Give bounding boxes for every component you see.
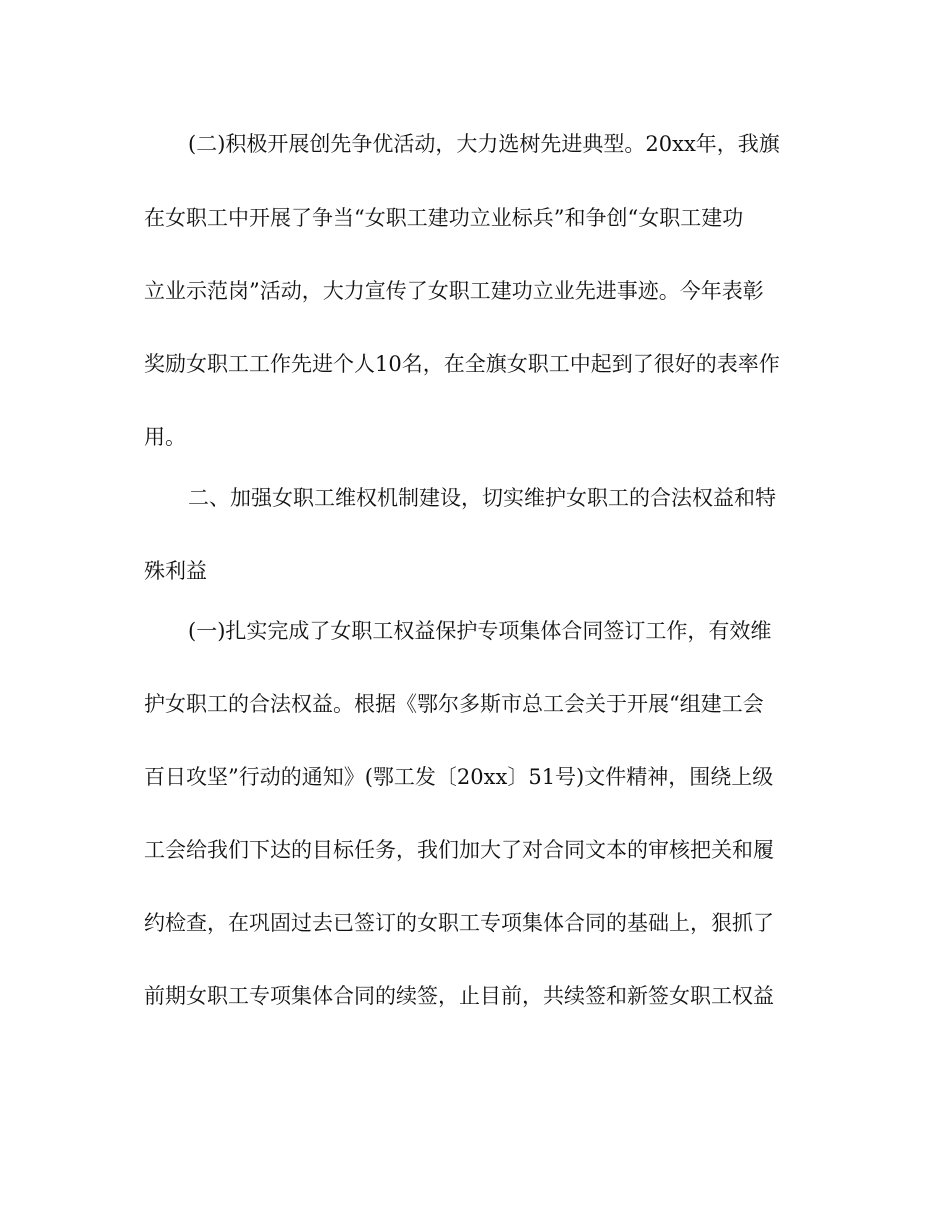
heading-line: 殊利益 [144,559,207,583]
text-line: 百日攻坚”行动的通知》(鄂工发〔20xx〕51号)文件精神，围绕上级 [144,765,774,789]
text-line: 奖励女职工工作先进个人10名，在全旗女职工中起到了很好的表率作 [144,352,780,376]
text-line: 护女职工的合法权益。根据《鄂尔多斯市总工会关于开展“组建工会 [144,692,764,716]
text-line: 前期女职工专项集体合同的续签，止目前，共续签和新签女职工权益 [144,984,774,1008]
text-line: (一)扎实完成了女职工权益保护专项集体合同签订工作，有效维 [188,619,772,643]
text-line: 用。 [144,425,186,449]
text-line: 在女职工中开展了争当“女职工建功立业标兵”和争创“女职工建功 [144,206,744,230]
text-line: 约检查，在巩固过去已签订的女职工专项集体合同的基础上，狠抓了 [144,911,774,935]
text-line: 工会给我们下达的目标任务，我们加大了对合同文本的审核把关和履 [144,838,774,862]
text-line: (二)积极开展创先争优活动，大力选树先进典型。20xx年，我旗 [188,132,780,156]
text-line: 立业示范岗”活动，大力宣传了女职工建功立业先进事迹。今年表彰 [144,279,764,303]
heading-line: 二、加强女职工维权机制建设，切实维护女职工的合法权益和特 [188,486,776,510]
